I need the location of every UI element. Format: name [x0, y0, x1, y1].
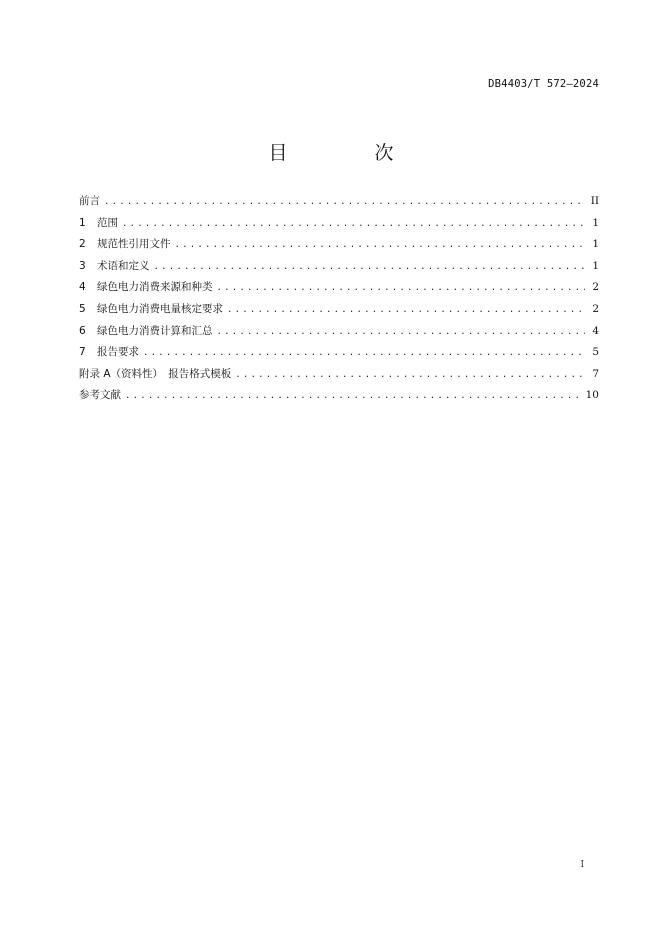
- toc-entry-calculation-summary[interactable]: [79, 326, 599, 348]
- document-code: DB4403/T 572—2024: [488, 78, 599, 90]
- toc-leader-dots: [104, 198, 585, 207]
- table-of-contents: [79, 196, 599, 412]
- toc-entry-number: 4: [79, 281, 86, 294]
- toc-entry-number: 2: [79, 238, 86, 251]
- toc-entry-number: 1: [79, 216, 86, 229]
- toc-leader-dots: [143, 349, 585, 358]
- toc-leader-dots: [227, 306, 585, 315]
- toc-entry-label: 绿色电力消费来源和种类: [97, 281, 213, 294]
- toc-entry-page: 4: [592, 324, 599, 337]
- toc-leader-dots: [235, 371, 585, 380]
- toc-leader-dots: [122, 220, 585, 229]
- toc-entry-scope[interactable]: [79, 218, 599, 240]
- toc-entry-verification-requirements[interactable]: [79, 304, 599, 326]
- toc-entry-page: 1: [592, 259, 599, 272]
- toc-entry-preface[interactable]: [79, 196, 599, 218]
- toc-entry-label: 绿色电力消费计算和汇总: [97, 324, 213, 337]
- toc-entry-label: 报告要求: [97, 346, 139, 359]
- page-number: I: [580, 860, 584, 870]
- toc-entry-page: 1: [592, 238, 599, 251]
- toc-entry-label: 绿色电力消费电量核定要求: [97, 302, 223, 315]
- toc-entry-number: 3: [79, 259, 86, 272]
- toc-entry-sources-types[interactable]: [79, 282, 599, 304]
- toc-leader-dots: [154, 263, 586, 272]
- toc-leader-dots: [217, 284, 586, 293]
- toc-entry-page: 7: [592, 367, 599, 380]
- page-title: 目 次: [268, 142, 428, 164]
- toc-leader-dots: [125, 392, 582, 401]
- toc-entry-page: II: [590, 195, 599, 207]
- toc-entry-number: 5: [79, 302, 86, 315]
- toc-entry-page: 2: [592, 281, 599, 294]
- toc-entry-page: 5: [592, 346, 599, 359]
- toc-entry-terms-definitions[interactable]: [79, 261, 599, 283]
- toc-entry-page: 10: [585, 389, 599, 402]
- toc-entry-page: 1: [592, 216, 599, 229]
- toc-entry-appendix-a[interactable]: [79, 369, 599, 391]
- toc-leader-dots: [217, 328, 586, 337]
- toc-entry-report-requirements[interactable]: [79, 347, 599, 369]
- toc-entry-label: 范围: [97, 216, 118, 229]
- toc-entry-label: 参考文献: [79, 389, 121, 402]
- toc-entry-label: 术语和定义: [97, 259, 150, 272]
- toc-entry-label: 前言: [79, 195, 100, 207]
- toc-entry-normative-references[interactable]: [79, 239, 599, 261]
- toc-leader-dots: [175, 241, 586, 250]
- toc-entry-page: 2: [592, 302, 599, 315]
- toc-entry-bibliography[interactable]: [79, 390, 599, 412]
- toc-entry-label: 附录 A（资料性） 报告格式模板: [79, 367, 232, 380]
- toc-entry-number: 6: [79, 324, 86, 337]
- toc-entry-number: 7: [79, 346, 86, 359]
- toc-entry-label: 规范性引用文件: [97, 238, 171, 251]
